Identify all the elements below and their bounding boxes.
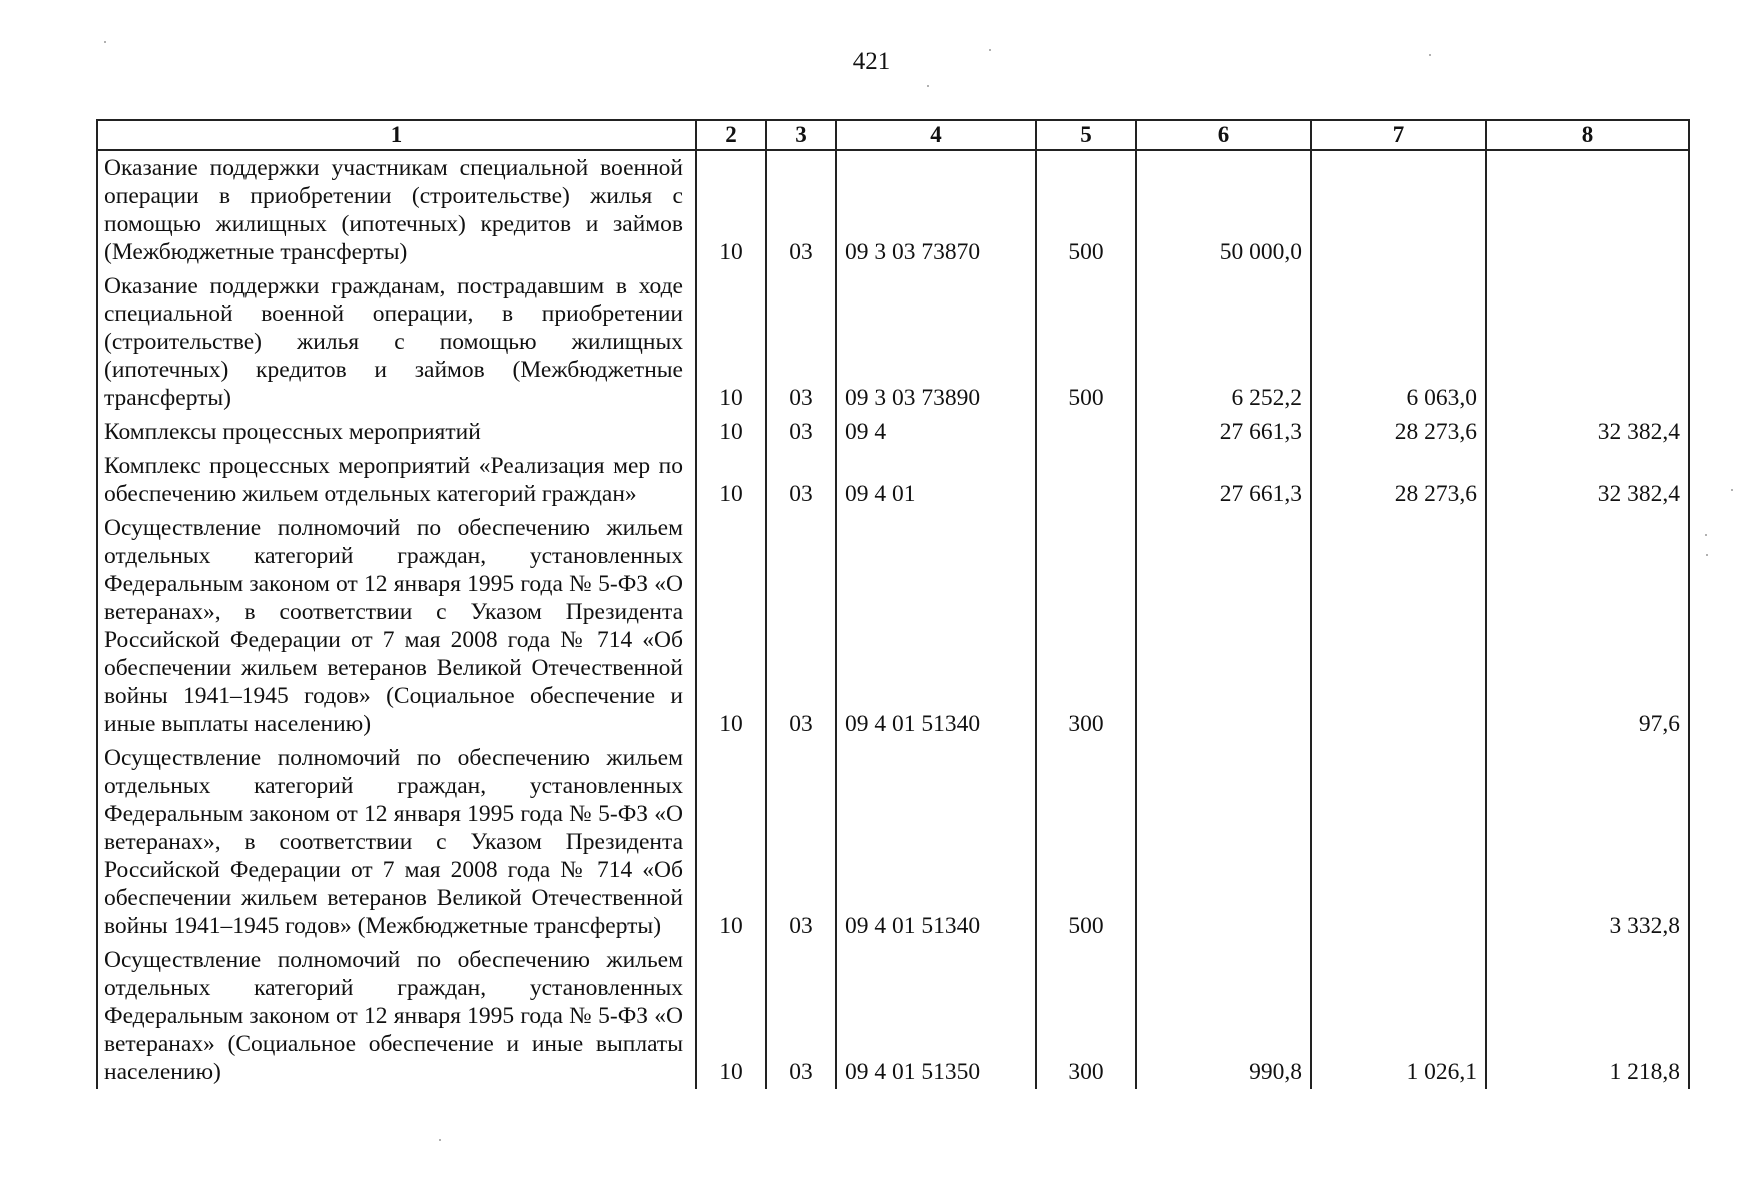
section-code: 10 — [696, 741, 766, 943]
amount-col-8: 97,6 — [1486, 511, 1689, 741]
subsection-code: 03 — [766, 449, 836, 511]
row-name: Осуществление полномочий по обеспечению жильем отдельных категорий граждан, установленных Федеральным законом от 12 января 1995 года № 5-ФЗ «О ветеранах», в соответствии с Указом Президента Российской Федерации от 7 мая 2008 года № 714 «Об обеспечении жильем ветеранов Великой Отечественной войны 1941–1945 годов» (Социальное обеспечение и иные выплаты населению) — [97, 511, 696, 741]
row-name: Оказание поддержки гражданам, пострадавшим в ходе специальной военной операции, в приобретении (строительстве) жилья с помощью жилищных (ипотечных) кредитов и займов (Межбюджетные трансферты) — [97, 269, 696, 415]
table-row — [97, 269, 1689, 415]
section-code: 10 — [696, 449, 766, 511]
column-header: 7 — [1311, 120, 1486, 150]
column-header: 1 — [97, 120, 696, 150]
amount-col-7: 28 273,6 — [1311, 415, 1486, 449]
table-row — [97, 150, 1689, 269]
scan-speck — [1706, 554, 1708, 556]
column-header: 6 — [1136, 120, 1311, 150]
page-number: 421 — [852, 48, 891, 75]
amount-col-7: 6 063,0 — [1311, 269, 1486, 415]
table-row — [97, 415, 1689, 449]
target-article-code: 09 4 — [836, 415, 1036, 449]
amount-col-7 — [1311, 511, 1486, 741]
amount-col-6: 50 000,0 — [1136, 150, 1311, 269]
amount-col-8: 32 382,4 — [1486, 449, 1689, 511]
table-row — [97, 511, 1689, 741]
amount-col-6: 27 661,3 — [1136, 415, 1311, 449]
amount-col-7: 1 026,1 — [1311, 943, 1486, 1089]
section-code: 10 — [696, 269, 766, 415]
target-article-code: 09 3 03 73890 — [836, 269, 1036, 415]
amount-col-8 — [1486, 269, 1689, 415]
subsection-code: 03 — [766, 511, 836, 741]
row-name: Осуществление полномочий по обеспечению жильем отдельных категорий граждан, установленных Федеральным законом от 12 января 1995 года № 5-ФЗ «О ветеранах», в соответствии с Указом Президента Российской Федерации от 7 мая 2008 года № 714 «Об обеспечении жильем ветеранов Великой Отечественной войны 1941–1945 годов» (Межбюджетные трансферты) — [97, 741, 696, 943]
amount-col-6: 990,8 — [1136, 943, 1311, 1089]
amount-col-8 — [1486, 150, 1689, 269]
row-name: Осуществление полномочий по обеспечению жильем отдельных категорий граждан, установленных Федеральным законом от 12 января 1995 года № 5-ФЗ «О ветеранах» (Социальное обеспечение и иные выплаты населению) — [97, 943, 696, 1089]
header-row — [97, 120, 1689, 150]
row-name: Комплексы процессных мероприятий — [97, 415, 696, 449]
budget-table — [96, 119, 1690, 1089]
table-row — [97, 741, 1689, 943]
subsection-code: 03 — [766, 269, 836, 415]
subsection-code: 03 — [766, 150, 836, 269]
column-header: 8 — [1486, 120, 1689, 150]
scan-speck — [1731, 489, 1733, 491]
amount-col-7 — [1311, 150, 1486, 269]
scan-speck — [927, 85, 929, 87]
amount-col-7: 28 273,6 — [1311, 449, 1486, 511]
subsection-code: 03 — [766, 741, 836, 943]
row-name: Оказание поддержки участникам специальной военной операции в приобретении (строительстве) жилья с помощью жилищных (ипотечных) кредитов и займов (Межбюджетные трансферты) — [97, 150, 696, 269]
section-code: 10 — [696, 415, 766, 449]
section-code: 10 — [696, 943, 766, 1089]
scan-speck — [1705, 534, 1707, 536]
expense-type-code: 500 — [1036, 741, 1136, 943]
section-code: 10 — [696, 150, 766, 269]
row-name: Комплекс процессных мероприятий «Реализация мер по обеспечению жильем отдельных категорий граждан» — [97, 449, 696, 511]
expense-type-code: 500 — [1036, 150, 1136, 269]
column-header: 2 — [696, 120, 766, 150]
section-code: 10 — [696, 511, 766, 741]
table-row — [97, 943, 1689, 1089]
expense-type-code: 500 — [1036, 269, 1136, 415]
scan-speck — [104, 41, 106, 43]
amount-col-6: 27 661,3 — [1136, 449, 1311, 511]
amount-col-6: 6 252,2 — [1136, 269, 1311, 415]
subsection-code: 03 — [766, 943, 836, 1089]
expense-type-code: 300 — [1036, 511, 1136, 741]
target-article-code: 09 4 01 51340 — [836, 511, 1036, 741]
target-article-code: 09 4 01 51340 — [836, 741, 1036, 943]
expense-type-code — [1036, 449, 1136, 511]
column-header: 5 — [1036, 120, 1136, 150]
scan-speck — [439, 1139, 441, 1141]
amount-col-8: 32 382,4 — [1486, 415, 1689, 449]
target-article-code: 09 3 03 73870 — [836, 150, 1036, 269]
table-row — [97, 449, 1689, 511]
target-article-code: 09 4 01 51350 — [836, 943, 1036, 1089]
expense-type-code: 300 — [1036, 943, 1136, 1089]
column-header: 4 — [836, 120, 1036, 150]
amount-col-7 — [1311, 741, 1486, 943]
expense-type-code — [1036, 415, 1136, 449]
amount-col-6 — [1136, 511, 1311, 741]
column-header: 3 — [766, 120, 836, 150]
amount-col-8: 1 218,8 — [1486, 943, 1689, 1089]
target-article-code: 09 4 01 — [836, 449, 1036, 511]
amount-col-6 — [1136, 741, 1311, 943]
subsection-code: 03 — [766, 415, 836, 449]
amount-col-8: 3 332,8 — [1486, 741, 1689, 943]
